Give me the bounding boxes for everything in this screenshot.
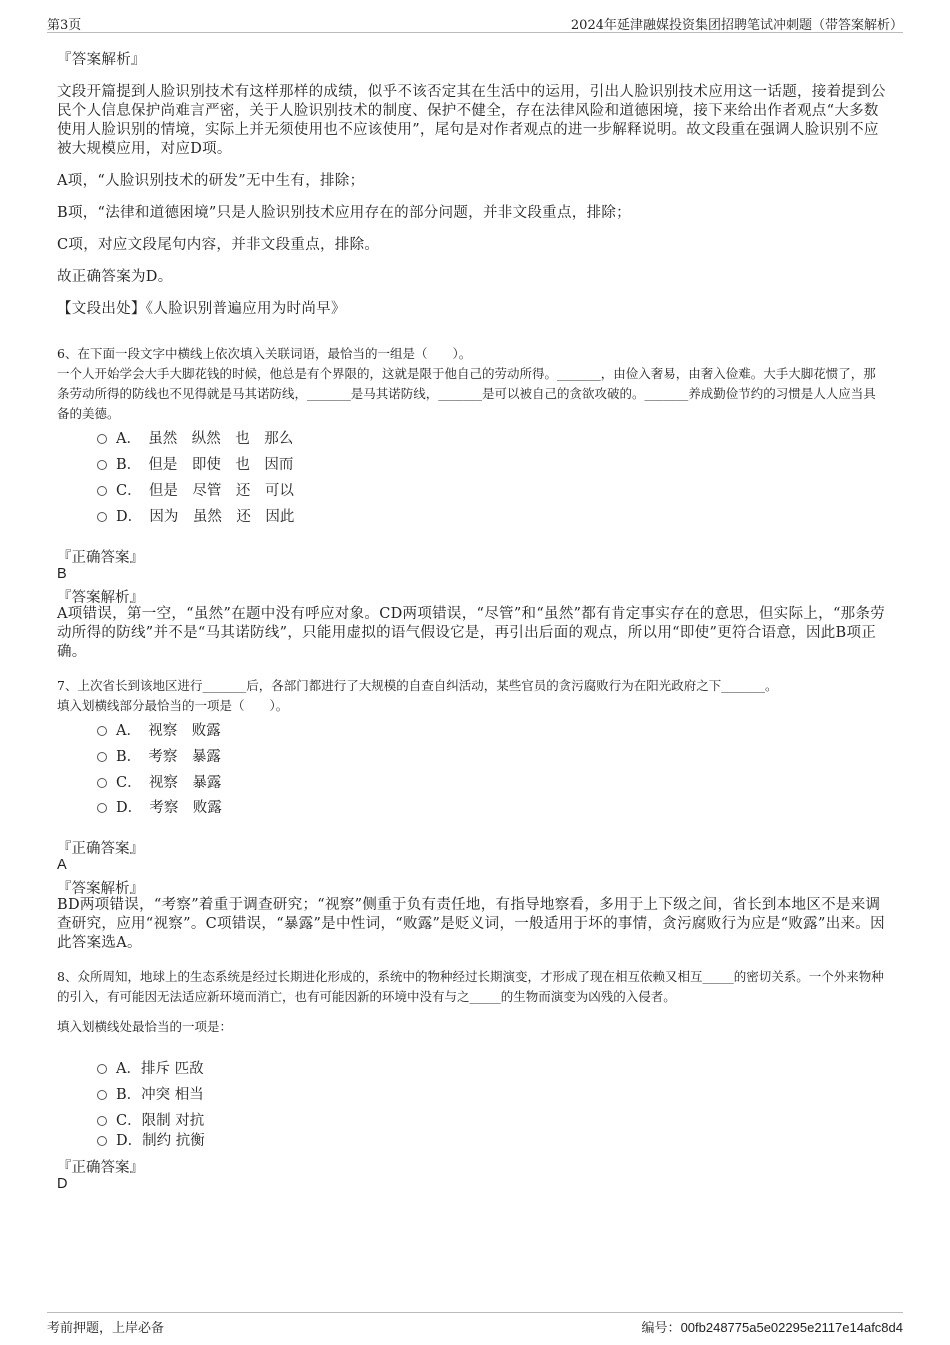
q8-option-b[interactable]: B．冲突 相当 <box>97 1083 204 1103</box>
q8-correct-answer: D <box>57 1176 68 1192</box>
radio-icon[interactable] <box>97 434 107 444</box>
question-8-stem: 8、众所周知，地球上的生态系统是经过长期进化形成的，系统中的物种经过长期演变，才形成了现在相互依赖又相互_____的密切关系。一个外来物种的引入，有可能因无法适应新环境而消亡，也有可能因新的环境中没有与之_____的生物而演变为凶残的入侵者。 <box>57 969 884 1004</box>
q7-analysis: BD两项错误，“考察”着重于调查研究；“视察”侧重于负有责任地，有指导地察看，多用于上下级之间，省长到本地区不是来调查研究，应用“视察”。C项错误，“暴露”是中性词，“败露”是贬义词，一般适用于坏的事情，贪污腐败行为应是“败露”出来。因此答案选A。 <box>57 897 885 951</box>
q6-analysis: A项错误，第一空，“虽然”在题中没有呼应对象。CD两项错误，“尽管”和“虽然”都有肯定事实存在的意思，但实际上，“那条劳动所得的防线”并不是“马其诺防线”，只能用虚拟的语气假设它是，再引出后面的观点，所以用“即使”更符合语意，因此B项正确。 <box>57 606 886 660</box>
q7-correct-label: 『正确答案』 <box>57 841 144 857</box>
document-id-code: 00fb248775a5e02295e2117e14afc8d4 <box>680 1320 903 1335</box>
page-number: 第3页 <box>47 18 82 33</box>
q7-option-b[interactable]: B． 考察 暴露 <box>97 745 221 765</box>
radio-icon[interactable] <box>97 803 107 813</box>
q8-option-c[interactable]: C．限制 对抗 <box>97 1109 204 1129</box>
analysis-label: 『答案解析』 <box>57 52 146 68</box>
radio-icon[interactable] <box>97 1064 107 1074</box>
analysis-conclusion: 故正确答案为D。 <box>57 269 173 285</box>
page-header <box>47 14 903 33</box>
analysis-option-a: A项，“人脸识别技术的研发”无中生有，排除； <box>57 173 365 189</box>
analysis-paragraph: 文段开篇提到人脸识别技术有这样那样的成绩，似乎不该否定其在生活中的运用，引出人脸识别技术应用这一话题，接着提到公民个人信息保护尚难言严密，关于人脸识别技术的制度、保护不健全，存在法律风险和道德困境，接下来给出作者观点“大多数使用人脸识别的情境，实际上并无须使用也不应该使用”，尾句是对作者观点的进一步解释说明。故文段重在强调人脸识别不应被大规模应用，对应D项。 <box>57 84 886 157</box>
q6-option-c[interactable]: C． 但是 尽管 还 可以 <box>97 479 294 499</box>
radio-icon[interactable] <box>97 512 107 522</box>
question-7 <box>57 676 887 716</box>
q7-option-a[interactable]: A． 视察 败露 <box>97 719 221 739</box>
question-7-stem: 7、上次省长到该地区进行_______后，各部门都进行了大规模的自查自纠活动，某些官员的贪污腐败行为在阳光政府之下_______。 <box>57 678 778 693</box>
q8-option-d[interactable]: D．制约 抗衡 <box>97 1129 205 1149</box>
q6-analysis-label: 『答案解析』 <box>57 590 144 606</box>
document-id <box>642 1317 903 1336</box>
q7-analysis-label: 『答案解析』 <box>57 881 144 897</box>
question-6-text: 一个人开始学会大手大脚花钱的时候，他总是有个界限的，这就是限于他自己的劳动所得。_______，由俭入奢易，由奢入俭难。大手大脚花惯了，那条劳动所得的防线也不见得就是马其诺防线，_______是马其诺防线，_______是可以被自己的贪欲攻破的。_______养成勤俭节约的习惯是人人应当具备的美德。 <box>57 366 876 421</box>
q7-option-c[interactable]: C． 视察 暴露 <box>97 771 221 791</box>
q7-correct-answer: A <box>57 857 67 873</box>
q8-option-a[interactable]: A．排斥 匹敌 <box>97 1057 204 1077</box>
radio-icon[interactable] <box>97 1136 107 1146</box>
question-6-stem: 6、在下面一段文字中横线上依次填入关联词语，最恰当的一组是（ ）。 <box>57 346 472 361</box>
question-7-instruction: 填入划横线部分最恰当的一项是（ ）。 <box>57 698 289 713</box>
radio-icon[interactable] <box>97 486 107 496</box>
radio-icon[interactable] <box>97 1090 107 1100</box>
radio-icon[interactable] <box>97 778 107 788</box>
analysis-option-b: B项，“法律和道德困境”只是人脸识别技术应用存在的部分问题，并非文段重点，排除； <box>57 205 631 221</box>
q6-option-a[interactable]: A． 虽然 纵然 也 那么 <box>97 427 293 447</box>
question-6 <box>57 344 887 424</box>
radio-icon[interactable] <box>97 726 107 736</box>
q6-correct-answer: B <box>57 566 67 582</box>
radio-icon[interactable] <box>97 1116 107 1126</box>
q6-correct-label: 『正确答案』 <box>57 550 144 566</box>
question-8-instruction: 填入划横线处最恰当的一项是： <box>57 1019 233 1034</box>
q7-option-d[interactable]: D． 考察 败露 <box>97 796 222 816</box>
footer-slogan: 考前押题，上岸必备 <box>47 1321 165 1336</box>
document-title: 2024年延津融媒投资集团招聘笔试冲刺题（带答案解析） <box>570 18 903 33</box>
q6-option-d[interactable]: D． 因为 虽然 还 因此 <box>97 505 294 525</box>
analysis-section-5 <box>57 51 887 319</box>
radio-icon[interactable] <box>97 460 107 470</box>
q8-correct-label: 『正确答案』 <box>57 1160 144 1176</box>
radio-icon[interactable] <box>97 752 107 762</box>
source-citation: 【文段出处】《人脸识别普遍应用为时尚早》 <box>57 301 346 317</box>
question-8 <box>57 967 887 1037</box>
analysis-option-c: C项，对应文段尾句内容，并非文段重点，排除。 <box>57 237 380 253</box>
document-id-label: 编号： <box>641 1321 681 1336</box>
page-footer <box>47 1312 903 1335</box>
q6-option-b[interactable]: B． 但是 即使 也 因而 <box>97 453 293 473</box>
